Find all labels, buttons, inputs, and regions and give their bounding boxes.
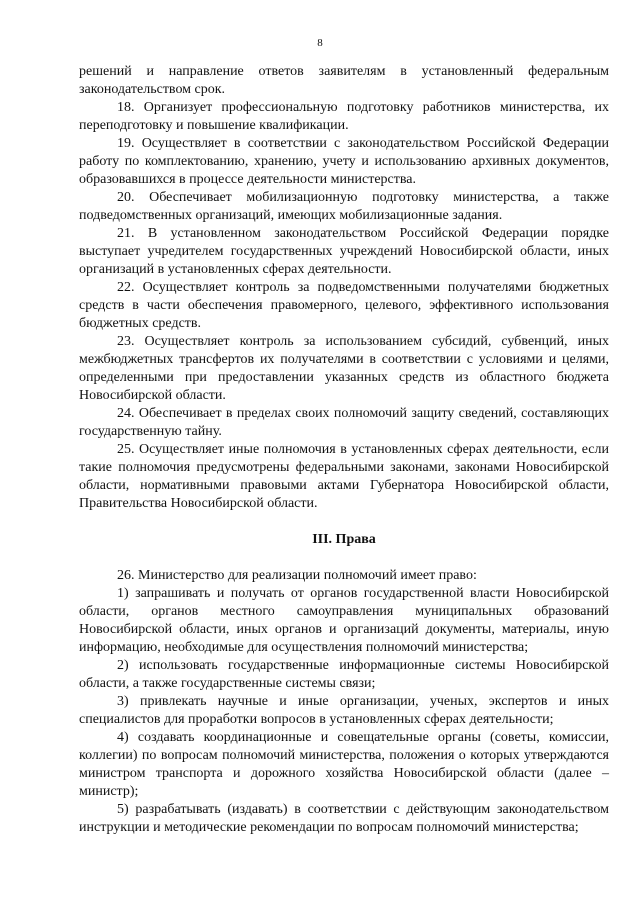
paragraph-item-26: 26. Министерство для реализации полномочий имеет право: [117,568,477,583]
paragraph-continuation: решений и направление ответов заявителям в установленный федеральным законодательством срок. [79,64,609,97]
subitem-2: 2) использовать государственные информационные системы Новосибирской области, а также государственные системы связи; [79,658,609,691]
paragraph-item-21: 21. В установленном законодательством Российской Федерации порядке выступает учредителем государственных учреждений Новосибирской области, иных организаций в установленных сферах деятельности. [79,226,609,277]
paragraph-item-23: 23. Осуществляет контроль за использованием субсидий, субвенций, иных межбюджетных трансфертов их получателями в соответствии с условиями и целями, определенными при предоставлении указанных средств из областного бюджета Новосибирской области. [79,334,609,403]
page-number: 8 [317,37,323,49]
subitem-4: 4) создавать координационные и совещательные органы (советы, комиссии, коллегии) по вопросам полномочий министерства, положения о которых утверждаются министром транспорта и дорожного хозяйства Новосибирской области (далее – министр); [79,730,609,799]
paragraph-item-22: 22. Осуществляет контроль за подведомственными получателями бюджетных средств в части обеспечения правомерного, целевого, эффективного использования бюджетных средств. [79,280,609,331]
paragraph-item-25: 25. Осуществляет иные полномочия в установленных сферах деятельности, если такие полномочия предусмотрены федеральными законами, законами Новосибирской области, нормативными правовыми актами Губернатора Новосибирской области, Правительства Новосибирской области. [79,442,609,511]
paragraph-item-18: 18. Организует профессиональную подготовку работников министерства, их переподготовку и повышение квалификации. [79,100,609,133]
paragraph-item-19: 19. Осуществляет в соответствии с законодательством Российской Федерации работу по комплектованию, хранению, учету и использованию архивных документов, образовавшихся в процессе деятельности министерства. [79,136,609,187]
subitem-5: 5) разрабатывать (издавать) в соответствии с действующим законодательством инструкции и методические рекомендации по вопросам полномочий министерства; [79,802,609,835]
subitem-1: 1) запрашивать и получать от органов государственной власти Новосибирской области, органов местного самоуправления муниципальных образований Новосибирской области, иных органов и организаций документы, материалы, иную информацию, необходимые для осуществления полномочий министерства; [79,586,609,655]
paragraph-item-24: 24. Обеспечивает в пределах своих полномочий защиту сведений, составляющих государственную тайну. [79,406,609,439]
paragraph-item-20: 20. Обеспечивает мобилизационную подготовку министерства, а также подведомственных организаций, имеющих мобилизационные задания. [79,190,609,223]
document-body [79,63,609,837]
section-heading: III. Права [312,532,376,547]
subitem-3: 3) привлекать научные и иные организации, ученых, экспертов и иных специалистов для проработки вопросов в установленных сферах деятельности; [79,694,609,727]
